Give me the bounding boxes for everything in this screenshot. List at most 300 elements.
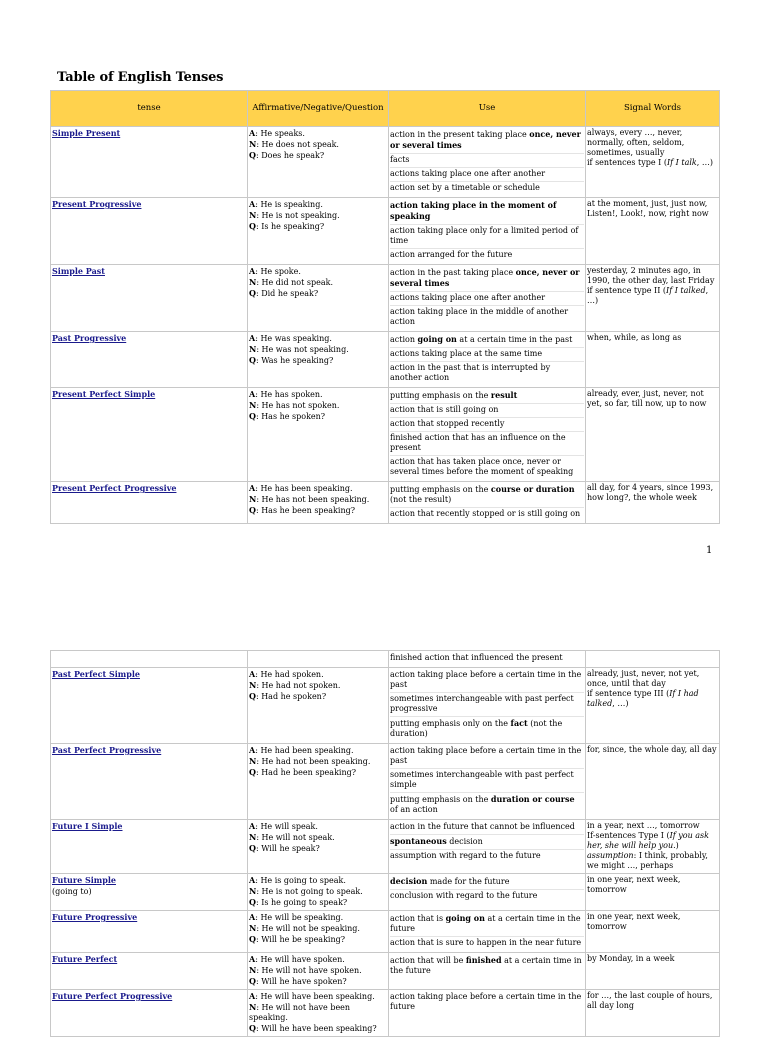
form-line bbox=[249, 150, 387, 161]
form-line bbox=[249, 669, 387, 680]
use-item bbox=[390, 717, 584, 741]
forms-cell bbox=[248, 668, 389, 744]
table-row bbox=[51, 820, 720, 874]
form-line bbox=[249, 691, 387, 702]
table-row bbox=[51, 198, 720, 265]
form-text: : He will speak. bbox=[255, 822, 318, 831]
use-item bbox=[390, 456, 584, 479]
form-letter: Q bbox=[249, 288, 256, 298]
document-title: Table of English Tenses bbox=[57, 70, 224, 85]
form-line bbox=[249, 767, 387, 778]
text-run: at a certain time in the past bbox=[456, 335, 573, 344]
forms-cell bbox=[248, 911, 389, 953]
tense-link-past-perfect-progressive[interactable]: Past Perfect Progressive bbox=[52, 745, 162, 755]
signal-words-cell bbox=[586, 127, 720, 198]
text-run: at a certain time in the future bbox=[390, 914, 581, 933]
bold-run: fact bbox=[510, 718, 528, 728]
form-line bbox=[249, 976, 387, 987]
form-line bbox=[249, 912, 387, 923]
bold-run: going on bbox=[445, 913, 485, 923]
text-run: , …) bbox=[696, 158, 713, 167]
form-letter: A bbox=[249, 266, 256, 276]
form-text: : He was speaking. bbox=[255, 334, 332, 343]
form-letter: A bbox=[249, 954, 256, 964]
table-row bbox=[51, 651, 720, 668]
table-row bbox=[51, 482, 720, 524]
page-number: 1 bbox=[706, 545, 713, 556]
tense-link-future-perfect-progressive[interactable]: Future Perfect Progressive bbox=[52, 991, 173, 1001]
tense-cell bbox=[51, 482, 248, 524]
use-item bbox=[390, 389, 584, 404]
form-line bbox=[249, 221, 387, 232]
tense-cell bbox=[51, 651, 248, 668]
text-run: at the moment, just, just now, Listen!, Look!, now, right now bbox=[587, 199, 709, 218]
form-line bbox=[249, 934, 387, 945]
tense-cell bbox=[51, 990, 248, 1037]
use-item bbox=[390, 793, 584, 817]
form-text: : He has not been speaking. bbox=[256, 495, 370, 504]
text-run: sometimes interchangeable with past perfect progressive bbox=[390, 694, 574, 713]
form-letter: A bbox=[249, 821, 256, 831]
text-run: action that is sure to happen in the near future bbox=[390, 938, 582, 947]
signal-words-cell bbox=[586, 668, 720, 744]
text-run: of an action bbox=[390, 805, 438, 814]
tense-link-simple-past[interactable]: Simple Past bbox=[52, 266, 105, 276]
form-text: : He is not going to speak. bbox=[256, 887, 363, 896]
form-letter: N bbox=[249, 277, 257, 287]
tense-cell bbox=[51, 668, 248, 744]
signal-words-cell bbox=[586, 744, 720, 820]
form-letter: A bbox=[249, 991, 256, 1001]
table-header-row bbox=[51, 91, 720, 127]
form-letter: A bbox=[249, 483, 256, 493]
signal-words-cell bbox=[586, 265, 720, 332]
form-letter: Q bbox=[249, 411, 256, 421]
uses-cell bbox=[389, 127, 586, 198]
text-run: actions taking place at the same time bbox=[390, 349, 543, 358]
form-text: : He is not speaking. bbox=[256, 211, 340, 220]
form-letter: Q bbox=[249, 897, 256, 907]
tense-link-present-perfect-simple[interactable]: Present Perfect Simple bbox=[52, 389, 156, 399]
text-run: in a year, next …, tomorrow bbox=[587, 821, 700, 830]
signal-words-cell bbox=[586, 874, 720, 911]
header-forms: Affirmative/Negative/Question bbox=[248, 91, 389, 127]
text-run: for, since, the whole day, all day bbox=[587, 745, 717, 754]
bold-run: duration or course bbox=[490, 794, 575, 804]
use-item bbox=[390, 483, 584, 508]
text-run: putting emphasis on the bbox=[390, 391, 491, 400]
table-row bbox=[51, 990, 720, 1037]
signal-words-cell bbox=[586, 911, 720, 953]
use-item bbox=[390, 292, 584, 306]
tense-link-future-progressive[interactable]: Future Progressive bbox=[52, 912, 138, 922]
forms-cell bbox=[248, 332, 389, 388]
form-line bbox=[249, 923, 387, 934]
text-run: in one year, next week, tomorrow bbox=[587, 912, 681, 931]
text-run: action taking place before a certain time in the past bbox=[390, 670, 582, 689]
form-line bbox=[249, 1002, 387, 1023]
text-run: action that is bbox=[390, 914, 446, 923]
text-run: if sentences type I ( bbox=[587, 158, 667, 167]
form-letter: N bbox=[249, 680, 257, 690]
form-line bbox=[249, 843, 387, 854]
text-run: actions taking place one after another bbox=[390, 169, 546, 178]
use-item bbox=[390, 168, 584, 182]
form-letter: N bbox=[249, 139, 257, 149]
form-text: : Did he speak? bbox=[255, 289, 319, 298]
form-line bbox=[249, 494, 387, 505]
form-text: : Will he speak? bbox=[255, 844, 320, 853]
form-line bbox=[249, 954, 387, 965]
form-text: : He will not speak. bbox=[256, 833, 335, 842]
use-item bbox=[390, 821, 584, 835]
form-letter: Q bbox=[249, 505, 256, 515]
forms-cell bbox=[248, 388, 389, 482]
header-signal-words: Signal Words bbox=[586, 91, 720, 127]
text-run: action that has taken place once, never or several times before the moment of speaking bbox=[390, 457, 574, 476]
form-line bbox=[249, 333, 387, 344]
form-letter: Q bbox=[249, 691, 256, 701]
form-line bbox=[249, 897, 387, 908]
bold-run: finished bbox=[465, 955, 502, 965]
form-letter: N bbox=[249, 923, 257, 933]
form-text: : He has been speaking. bbox=[255, 484, 353, 493]
form-line bbox=[249, 199, 387, 210]
tenses-table-2 bbox=[50, 650, 720, 1037]
use-item bbox=[390, 362, 584, 385]
form-text: : He will not have been speaking. bbox=[249, 1003, 351, 1022]
uses-cell bbox=[389, 911, 586, 953]
text-run: sometimes interchangeable with past perfect simple bbox=[390, 770, 574, 789]
tenses-table-1 bbox=[50, 90, 720, 524]
text-run: if sentence type II ( bbox=[587, 286, 667, 295]
use-item bbox=[390, 954, 584, 978]
form-letter: A bbox=[249, 669, 256, 679]
italic-run: If I talked bbox=[666, 286, 706, 295]
use-item bbox=[390, 991, 584, 1014]
tense-subtitle: (going to) bbox=[52, 887, 92, 896]
use-item bbox=[390, 182, 584, 195]
use-item bbox=[390, 333, 584, 348]
tense-cell bbox=[51, 265, 248, 332]
signal-words-cell bbox=[586, 482, 720, 524]
form-text: : Does he speak? bbox=[255, 151, 325, 160]
text-run: action bbox=[390, 335, 418, 344]
text-run: assumption with regard to the future bbox=[390, 851, 541, 860]
table-row bbox=[51, 388, 720, 482]
use-item bbox=[390, 890, 584, 903]
text-run: (not the result) bbox=[390, 495, 452, 504]
table-row bbox=[51, 874, 720, 911]
form-text: : He will not have spoken. bbox=[256, 966, 362, 975]
tense-link-future-perfect[interactable]: Future Perfect bbox=[52, 954, 118, 964]
tense-link-past-progressive[interactable]: Past Progressive bbox=[52, 333, 127, 343]
tense-cell bbox=[51, 127, 248, 198]
tense-cell bbox=[51, 911, 248, 953]
form-text: : He was not speaking. bbox=[256, 345, 349, 354]
form-line bbox=[249, 832, 387, 843]
tense-link-future-i-simple[interactable]: Future I Simple bbox=[52, 821, 123, 831]
use-item bbox=[390, 225, 584, 249]
signal-words-cell bbox=[586, 332, 720, 388]
use-item bbox=[390, 154, 584, 168]
text-run: if sentence type III ( bbox=[587, 689, 670, 698]
use-item bbox=[390, 432, 584, 456]
text-run: action arranged for the future bbox=[390, 250, 513, 259]
text-run: action in the past that is interrupted by another action bbox=[390, 363, 551, 382]
form-line bbox=[249, 821, 387, 832]
text-run: action in the future that cannot be influenced bbox=[390, 822, 575, 831]
italic-run: If you ask her, she will help you. bbox=[587, 831, 709, 850]
table-row bbox=[51, 127, 720, 198]
header-use: Use bbox=[389, 91, 586, 127]
text-run: action taking place in the middle of another action bbox=[390, 307, 569, 326]
signal-words-cell bbox=[586, 953, 720, 990]
tense-cell bbox=[51, 198, 248, 265]
form-line bbox=[249, 680, 387, 691]
signal-words-cell bbox=[586, 388, 720, 482]
form-letter: A bbox=[249, 128, 256, 138]
bold-run: once, never or several times bbox=[390, 129, 581, 150]
tense-link-present-perfect-progressive[interactable]: Present Perfect Progressive bbox=[52, 483, 177, 493]
tense-link-future-simple[interactable]: Future Simple bbox=[52, 875, 116, 885]
text-run: (not the duration) bbox=[390, 719, 563, 738]
form-letter: Q bbox=[249, 843, 256, 853]
forms-cell bbox=[248, 482, 389, 524]
signal-words-cell bbox=[586, 820, 720, 874]
table-row bbox=[51, 265, 720, 332]
forms-cell bbox=[248, 990, 389, 1037]
use-item bbox=[390, 912, 584, 937]
form-text: : Was he speaking? bbox=[255, 356, 334, 365]
form-text: : He has not spoken. bbox=[256, 401, 340, 410]
form-text: : He had not been speaking. bbox=[256, 757, 371, 766]
forms-cell bbox=[248, 744, 389, 820]
uses-cell bbox=[389, 651, 586, 668]
text-run: action that will be bbox=[390, 956, 466, 965]
use-item bbox=[390, 669, 584, 693]
text-run: action that recently stopped or is still going on bbox=[390, 509, 581, 518]
use-item bbox=[390, 199, 584, 225]
forms-cell bbox=[248, 265, 389, 332]
form-letter: Q bbox=[249, 767, 256, 777]
form-letter: N bbox=[249, 886, 257, 896]
text-run: action taking place before a certain time in the past bbox=[390, 746, 582, 765]
form-line bbox=[249, 745, 387, 756]
bold-run: spontaneous bbox=[390, 836, 447, 846]
form-line bbox=[249, 128, 387, 139]
text-run: ) bbox=[675, 841, 679, 850]
form-letter: N bbox=[249, 832, 257, 842]
text-run: action in the present taking place bbox=[390, 130, 530, 139]
form-letter: Q bbox=[249, 221, 256, 231]
uses-cell bbox=[389, 332, 586, 388]
form-text: : Is he speaking? bbox=[255, 222, 325, 231]
use-item bbox=[390, 508, 584, 521]
bold-run: course or duration bbox=[490, 484, 575, 494]
signal-words-cell bbox=[586, 651, 720, 668]
form-text: : He had not spoken. bbox=[256, 681, 341, 690]
text-run: putting emphasis on the bbox=[390, 485, 491, 494]
form-text: : Will he be speaking? bbox=[255, 935, 346, 944]
header-tense: tense bbox=[51, 91, 248, 127]
form-text: : Has he spoken? bbox=[255, 412, 326, 421]
form-letter: Q bbox=[249, 934, 256, 944]
form-text: : He did not speak. bbox=[256, 278, 333, 287]
uses-cell bbox=[389, 744, 586, 820]
text-run: : I think, probably, we might …, perhaps bbox=[587, 851, 708, 870]
text-run: action in the past taking place bbox=[390, 268, 516, 277]
tense-cell bbox=[51, 874, 248, 911]
form-letter: A bbox=[249, 389, 256, 399]
form-line bbox=[249, 991, 387, 1002]
form-text: : He will be speaking. bbox=[255, 913, 344, 922]
form-text: : Has he been speaking? bbox=[255, 506, 356, 515]
table-row bbox=[51, 668, 720, 744]
form-text: : He does not speak. bbox=[256, 140, 339, 149]
signal-words-cell bbox=[586, 198, 720, 265]
tense-cell bbox=[51, 388, 248, 482]
text-run: conclusion with regard to the future bbox=[390, 891, 538, 900]
text-run: facts bbox=[390, 155, 410, 164]
form-line bbox=[249, 756, 387, 767]
form-line bbox=[249, 483, 387, 494]
table-row bbox=[51, 953, 720, 990]
form-text: : He has spoken. bbox=[255, 390, 323, 399]
form-line bbox=[249, 266, 387, 277]
text-run: for …, the last couple of hours, all day long bbox=[587, 991, 713, 1010]
form-line bbox=[249, 139, 387, 150]
use-item bbox=[390, 850, 584, 863]
use-item bbox=[390, 249, 584, 262]
use-item bbox=[390, 745, 584, 769]
form-text: : He had spoken. bbox=[255, 670, 324, 679]
form-letter: Q bbox=[249, 150, 256, 160]
form-line bbox=[249, 288, 387, 299]
form-line bbox=[249, 355, 387, 366]
uses-cell bbox=[389, 953, 586, 990]
uses-cell bbox=[389, 198, 586, 265]
form-letter: A bbox=[249, 745, 256, 755]
form-letter: Q bbox=[249, 1023, 256, 1033]
table-row bbox=[51, 332, 720, 388]
form-letter: Q bbox=[249, 355, 256, 365]
text-run: action set by a timetable or schedule bbox=[390, 183, 540, 192]
text-run: If-sentences Type I ( bbox=[587, 831, 670, 840]
form-letter: Q bbox=[249, 976, 256, 986]
use-item bbox=[390, 769, 584, 793]
forms-cell bbox=[248, 651, 389, 668]
form-letter: N bbox=[249, 965, 257, 975]
text-run: action that stopped recently bbox=[390, 419, 505, 428]
form-text: : Is he going to speak? bbox=[255, 898, 348, 907]
form-line bbox=[249, 277, 387, 288]
bold-run: decision bbox=[390, 876, 428, 886]
text-run: by Monday, in a week bbox=[587, 954, 675, 963]
uses-cell bbox=[389, 874, 586, 911]
text-run: when, while, as long as bbox=[587, 333, 682, 342]
form-text: : He had been speaking. bbox=[255, 746, 354, 755]
tense-link-past-perfect-simple[interactable]: Past Perfect Simple bbox=[52, 669, 140, 679]
text-run: made for the future bbox=[427, 877, 510, 886]
tense-cell bbox=[51, 820, 248, 874]
form-text: : Had he been speaking? bbox=[255, 768, 357, 777]
form-text: : He is going to speak. bbox=[255, 876, 346, 885]
form-line bbox=[249, 965, 387, 976]
use-item bbox=[390, 404, 584, 418]
text-run: putting emphasis on the bbox=[390, 795, 491, 804]
text-run: in one year, next week, tomorrow bbox=[587, 875, 681, 894]
form-letter: N bbox=[249, 344, 257, 354]
text-run: yesterday, 2 minutes ago, in 1990, the other day, last Friday bbox=[587, 266, 715, 285]
table-row bbox=[51, 911, 720, 953]
bold-run: once, never or several times bbox=[390, 267, 580, 288]
uses-cell bbox=[389, 668, 586, 744]
form-text: : Will he have spoken? bbox=[255, 977, 347, 986]
form-letter: N bbox=[249, 756, 257, 766]
uses-cell bbox=[389, 265, 586, 332]
form-letter: N bbox=[249, 400, 257, 410]
text-run: putting emphasis only on the bbox=[390, 719, 511, 728]
uses-cell bbox=[389, 990, 586, 1037]
forms-cell bbox=[248, 198, 389, 265]
forms-cell bbox=[248, 874, 389, 911]
form-text: : Will he have been speaking? bbox=[255, 1024, 377, 1033]
text-run: action taking place before a certain time in the future bbox=[390, 992, 582, 1011]
tense-link-simple-present[interactable]: Simple Present bbox=[52, 128, 121, 138]
use-item bbox=[390, 875, 584, 890]
form-line bbox=[249, 344, 387, 355]
form-letter: N bbox=[249, 1002, 257, 1012]
use-item bbox=[390, 348, 584, 362]
form-text: : Had he spoken? bbox=[255, 692, 327, 701]
text-run: actions taking place one after another bbox=[390, 293, 546, 302]
use-item bbox=[390, 306, 584, 329]
form-text: : He will not be speaking. bbox=[256, 924, 360, 933]
table-row bbox=[51, 744, 720, 820]
text-run: decision bbox=[446, 837, 483, 846]
form-text: : He spoke. bbox=[255, 267, 301, 276]
italic-run: If I talk bbox=[666, 158, 697, 167]
text-run: already, just, never, not yet, once, until that day bbox=[587, 669, 700, 688]
use-item bbox=[390, 693, 584, 717]
tense-cell bbox=[51, 744, 248, 820]
tense-cell bbox=[51, 953, 248, 990]
form-letter: N bbox=[249, 494, 257, 504]
italic-run: assumption bbox=[587, 851, 634, 860]
text-run: action taking place only for a limited period of time bbox=[390, 226, 579, 245]
tense-link-present-progressive[interactable]: Present Progressive bbox=[52, 199, 142, 209]
text-run: action that is still going on bbox=[390, 405, 499, 414]
text-run: , …) bbox=[587, 286, 709, 305]
form-letter: A bbox=[249, 875, 256, 885]
form-text: : He will have spoken. bbox=[255, 955, 345, 964]
form-letter: A bbox=[249, 912, 256, 922]
text-run: finished action that has an influence on the present bbox=[390, 433, 566, 452]
form-line bbox=[249, 886, 387, 897]
text-run: finished action that influenced the present bbox=[390, 653, 563, 662]
form-line bbox=[249, 875, 387, 886]
use-item bbox=[390, 937, 584, 950]
forms-cell bbox=[248, 953, 389, 990]
bold-run: result bbox=[490, 390, 518, 400]
form-line bbox=[249, 400, 387, 411]
text-run: , …) bbox=[612, 699, 629, 708]
tense-cell bbox=[51, 332, 248, 388]
form-text: : He will have been speaking. bbox=[255, 992, 375, 1001]
form-line bbox=[249, 389, 387, 400]
bold-run: action taking place in the moment of speaking bbox=[390, 200, 557, 221]
